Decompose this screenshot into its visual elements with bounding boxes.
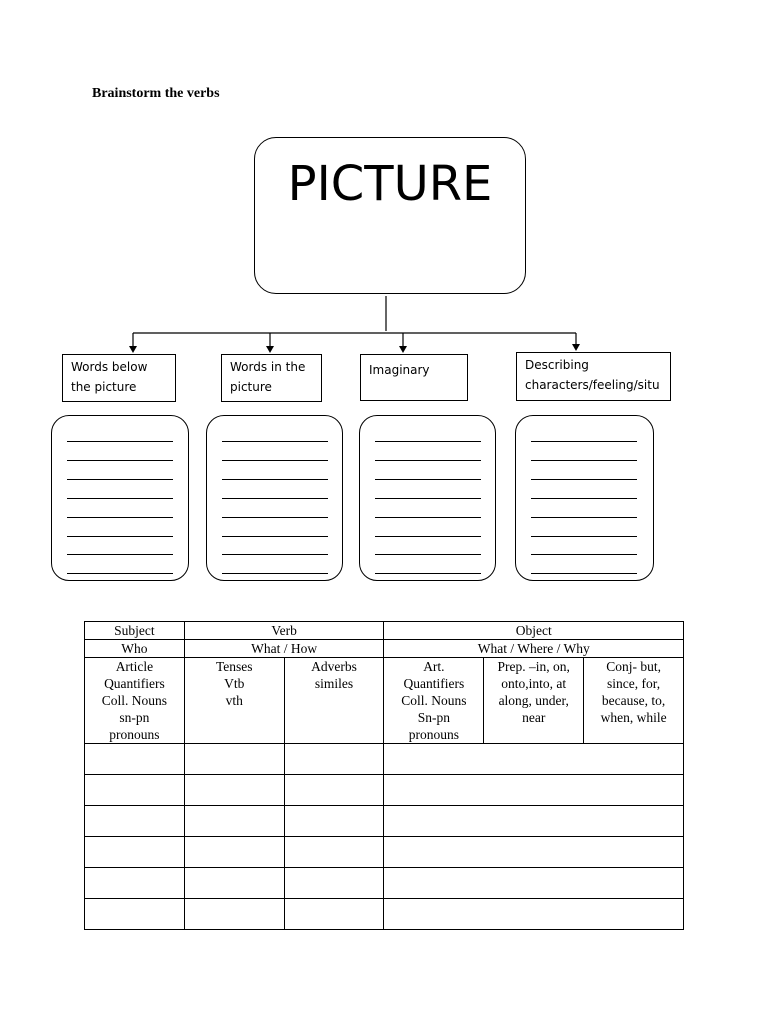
object-conjunctions-detail: Conj- but, since, for, because, to, when, while — [584, 658, 684, 744]
table-cell — [184, 837, 284, 868]
worksheet-title: Brainstorm the verbs — [92, 86, 220, 101]
subject-header: Subject — [85, 622, 185, 640]
table-subheader-row — [85, 640, 684, 658]
table-row — [85, 806, 684, 837]
table-cell — [384, 837, 684, 868]
table-cell — [85, 868, 185, 899]
table-cell — [284, 744, 384, 775]
subject-subheader: Who — [85, 640, 185, 658]
table-cell — [85, 899, 185, 930]
table-detail-row — [85, 658, 684, 744]
table-cell — [85, 775, 185, 806]
table-cell — [284, 775, 384, 806]
object-subheader: What / Where / Why — [384, 640, 684, 658]
table-row — [85, 868, 684, 899]
table-cell — [384, 868, 684, 899]
verb-header: Verb — [184, 622, 384, 640]
table-row — [85, 837, 684, 868]
table-cell — [384, 899, 684, 930]
table-cell — [384, 775, 684, 806]
category-words-below: Words below the picture — [62, 354, 176, 402]
table-cell — [284, 899, 384, 930]
table-header-row — [85, 622, 684, 640]
table-row — [85, 899, 684, 930]
answer-box-1 — [51, 415, 189, 581]
table-cell — [284, 806, 384, 837]
category-imaginary: Imaginary — [360, 354, 468, 401]
table-cell — [384, 744, 684, 775]
arrow-head-1 — [129, 346, 137, 353]
table-cell — [284, 868, 384, 899]
category-words-in: Words in the picture — [221, 354, 322, 402]
table-cell — [184, 868, 284, 899]
table-row — [85, 775, 684, 806]
answer-box-3 — [359, 415, 496, 581]
table-cell — [85, 806, 185, 837]
object-header: Object — [384, 622, 684, 640]
table-cell — [284, 837, 384, 868]
subject-detail: Article Quantifiers Coll. Nouns sn-pn pronouns — [85, 658, 185, 744]
answer-box-2 — [206, 415, 343, 581]
arrow-head-2 — [266, 346, 274, 353]
table-cell — [184, 775, 284, 806]
picture-label: PICTURE — [287, 156, 493, 212]
grammar-table — [84, 621, 684, 930]
category-describing: Describing characters/feeling/situ — [516, 352, 671, 401]
arrow-head-3 — [399, 346, 407, 353]
verb-subheader: What / How — [184, 640, 384, 658]
object-prepositions-detail: Prep. –in, on, onto,into, at along, under, near — [484, 658, 584, 744]
arrow-head-4 — [572, 344, 580, 351]
table-cell — [184, 806, 284, 837]
object-articles-detail: Art. Quantifiers Coll. Nouns Sn-pn pronouns — [384, 658, 484, 744]
table-cell — [85, 837, 185, 868]
table-row — [85, 744, 684, 775]
table-cell — [184, 744, 284, 775]
verb-tenses-detail: Tenses Vtb vth — [184, 658, 284, 744]
table-cell — [184, 899, 284, 930]
answer-box-4 — [515, 415, 654, 581]
table-cell — [85, 744, 185, 775]
table-cell — [384, 806, 684, 837]
verb-adverbs-detail: Adverbs similes — [284, 658, 384, 744]
